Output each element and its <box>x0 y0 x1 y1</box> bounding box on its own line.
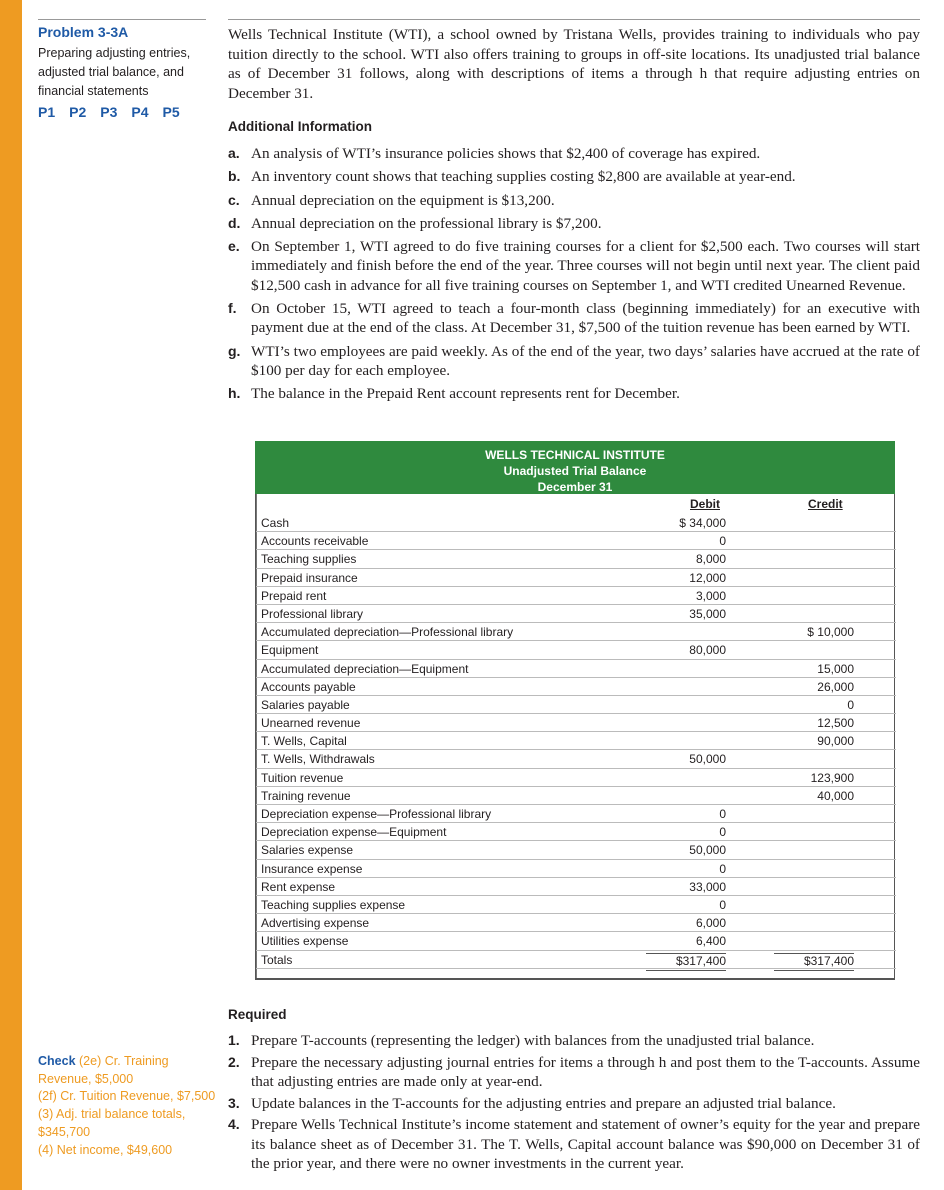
account-name: T. Wells, Capital <box>261 734 347 749</box>
link-p1[interactable]: P1 <box>38 104 56 120</box>
credit-value: 26,000 <box>817 679 854 694</box>
account-name: Accumulated depreciation—Equipment <box>261 661 469 676</box>
debit-value: 33,000 <box>689 879 726 894</box>
link-p4[interactable]: P4 <box>131 104 149 120</box>
additional-info-heading: Additional Information <box>228 119 372 134</box>
account-name: Utilities expense <box>261 934 349 949</box>
account-name: Cash <box>261 516 290 530</box>
account-name: Depreciation expense—Equipment <box>261 825 447 840</box>
debit-value: 50,000 <box>689 843 726 858</box>
list-item: f. On October 15, WTI agreed to teach a four-month class (beginning immediately) for an executive with payment due at the end of the class. At December 31, $7,500 of the tuition revenue has been earned by WTI. <box>228 300 920 337</box>
table-row <box>256 550 896 568</box>
account-name: Prepaid insurance <box>261 570 358 585</box>
debit-value: 6,400 <box>695 934 726 949</box>
account-name: Equipment <box>261 643 319 658</box>
list-item: a. An analysis of WTI’s insurance policies shows that $2,400 of coverage has expired. <box>228 145 761 162</box>
credit-value: 15,000 <box>817 661 854 676</box>
margin-accent-bar <box>0 0 22 1190</box>
check-line: (2e) Cr. Training Revenue, $5,000 <box>38 1054 169 1086</box>
credit-value: 90,000 <box>817 734 854 749</box>
table-row <box>256 750 896 768</box>
account-name: Salaries payable <box>261 697 350 712</box>
trial-balance-table <box>255 494 895 980</box>
table-row <box>256 805 896 823</box>
table-row <box>256 532 896 550</box>
divider-left <box>38 19 206 20</box>
table-row <box>256 641 896 659</box>
divider-right <box>228 19 920 20</box>
link-p3[interactable]: P3 <box>100 104 118 120</box>
account-name: Totals <box>261 952 293 967</box>
credit-value: 0 <box>847 697 854 712</box>
table-row <box>256 769 896 787</box>
account-name: Accounts receivable <box>261 534 369 549</box>
link-p2[interactable]: P2 <box>69 104 87 120</box>
table-row <box>256 696 896 714</box>
trial-balance-header <box>255 441 895 494</box>
table-row <box>256 823 896 841</box>
debit-value: 0 <box>719 861 726 876</box>
check-line: (4) Net income, $49,600 <box>38 1142 173 1157</box>
credit-value: 123,900 <box>810 770 854 785</box>
required-heading: Required <box>228 1007 287 1022</box>
list-item: 3. Update balances in the T-accounts for the adjusting entries and prepare an adjusted trial balance. <box>228 1094 836 1112</box>
debit-value: 3,000 <box>695 588 726 603</box>
debit-value: 0 <box>719 534 726 549</box>
table-row <box>256 714 896 732</box>
link-p5[interactable]: P5 <box>162 104 180 120</box>
table-row <box>256 732 896 750</box>
trial-balance-date: December 31 <box>537 480 613 494</box>
list-item: 4. Prepare Wells Technical Institute’s income statement and statement of owner’s equity for the year and prepare its balance sheet as of December 31. The T. Wells, Capital account balance was $90,000 on December 31 of the prior year, and there were no owner investments in the current year. <box>228 1116 920 1172</box>
additional-info-list <box>228 144 920 408</box>
debit-value: 6,000 <box>695 916 726 931</box>
table-row <box>256 787 896 805</box>
table-row <box>256 514 896 532</box>
credit-value: $317,400 <box>774 953 854 971</box>
required-list <box>228 1031 920 1176</box>
check-label: Check <box>38 1054 76 1068</box>
debit-value: 50,000 <box>689 752 726 767</box>
debit-value: 0 <box>719 825 726 840</box>
account-name: Professional library <box>261 606 364 621</box>
account-name: Teaching supplies <box>261 552 357 567</box>
table-row <box>256 678 896 696</box>
table-row <box>256 587 896 605</box>
debit-value: 0 <box>719 807 726 821</box>
debit-value: 8,000 <box>695 552 726 567</box>
list-item: 1. Prepare T-accounts (representing the ledger) with balances from the unadjusted trial balance. <box>228 1032 815 1049</box>
account-name: Rent expense <box>261 879 336 894</box>
list-item: b. An inventory count shows that teaching supplies costing $2,800 are available at year-end. <box>228 168 796 186</box>
account-name: Depreciation expense—Professional library <box>261 807 492 821</box>
totals-row <box>256 951 896 969</box>
account-name: Unearned revenue <box>261 716 361 731</box>
problem-subtitle: Preparing adjusting entries, adjusted trial balance, and financial statements <box>38 46 191 98</box>
debit-value: 12,000 <box>689 570 726 585</box>
credit-value: 12,500 <box>817 716 854 731</box>
list-item: 2. Prepare the necessary adjusting journal entries for items a through h and post them to the T-accounts. Assume that adjusting entries are made only at year-end. <box>228 1053 920 1090</box>
credit-header: Credit <box>808 497 843 511</box>
trial-balance-rows <box>256 514 896 969</box>
table-row <box>256 605 896 623</box>
table-row <box>256 569 896 587</box>
account-name: Training revenue <box>261 788 351 803</box>
account-name: Accounts payable <box>261 679 356 694</box>
check-line: (3) Adj. trial balance totals, $345,700 <box>38 1107 186 1139</box>
table-row <box>256 623 896 641</box>
debit-value: 35,000 <box>689 606 726 621</box>
list-item: e. On September 1, WTI agreed to do five training courses for a client for $2,500 each. Two courses will start immediately and finish before the end of the year. Three courses will not begin until next year. The client paid $12,500 cash in advance for all five training courses on September 1, and WTI credited Unearned Revenue. <box>228 238 920 294</box>
account-name: Tuition revenue <box>261 770 344 785</box>
account-name: Insurance expense <box>261 861 363 876</box>
debit-header: Debit <box>690 497 720 511</box>
intro-paragraph: Wells Technical Institute (WTI), a school owned by Tristana Wells, provides training to individuals who pay tuition directly to the school. WTI also offers training to groups in off-site locations. Its unadjusted trial balance as of December 31 follows, along with descriptions of items a through h that require adjusting entries on December 31. <box>228 26 920 102</box>
table-row <box>256 914 896 932</box>
credit-value: $ 10,000 <box>807 625 854 640</box>
list-item: h. The balance in the Prepaid Rent account represents rent for December. <box>228 385 680 403</box>
table-row <box>256 660 896 678</box>
table-row <box>256 896 896 914</box>
table-row <box>256 860 896 878</box>
account-name: Advertising expense <box>261 916 370 931</box>
account-name: Accumulated depreciation—Professional library <box>261 625 514 640</box>
list-item: c. Annual depreciation on the equipment is $13,200. <box>228 191 555 209</box>
account-name: Teaching supplies expense <box>261 897 406 912</box>
table-row <box>256 932 896 950</box>
debit-value: $317,400 <box>646 953 726 971</box>
account-name: Salaries expense <box>261 843 354 858</box>
check-line: (2f) Cr. Tuition Revenue, $7,500 <box>38 1089 216 1104</box>
trial-balance-title: WELLS TECHNICAL INSTITUTE <box>485 448 665 462</box>
debit-value: 80,000 <box>689 643 726 658</box>
check-figures <box>38 1053 218 1159</box>
trial-balance <box>255 441 895 980</box>
account-name: Prepaid rent <box>261 588 327 603</box>
table-row <box>256 878 896 896</box>
row-rule <box>256 968 896 969</box>
credit-value: 40,000 <box>817 788 854 803</box>
debit-value: $ 34,000 <box>679 516 726 530</box>
list-item: g. WTI’s two employees are paid weekly. As of the end of the year, two days’ salaries have accrued at the rate of $100 per day for each employee. <box>228 342 920 379</box>
debit-value: 0 <box>719 897 726 912</box>
problem-title: Problem 3-3A <box>38 24 129 40</box>
trial-balance-subtitle: Unadjusted Trial Balance <box>503 464 647 478</box>
learning-objective-links <box>38 104 208 120</box>
list-item: d. Annual depreciation on the professional library is $7,200. <box>228 214 602 232</box>
account-name: T. Wells, Withdrawals <box>261 752 375 767</box>
table-row <box>256 841 896 859</box>
